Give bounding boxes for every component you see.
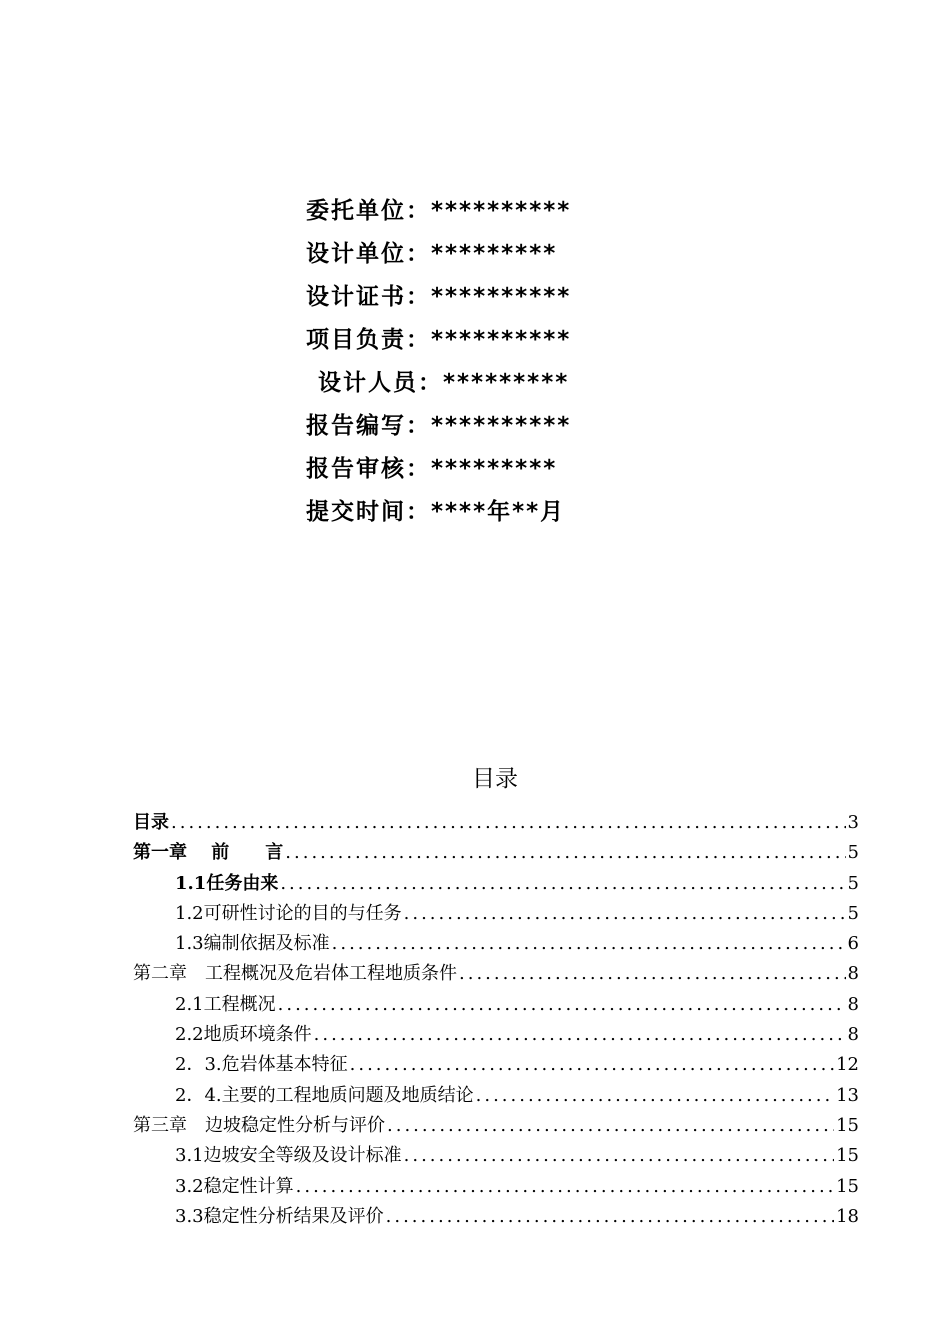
credit-value: ****年**月 xyxy=(431,499,566,525)
toc-entry[interactable] xyxy=(133,929,859,959)
credit-label: 项目负责： xyxy=(306,327,431,353)
credit-value: ********* xyxy=(431,456,558,482)
toc-entry-label: 1.2可研性讨论的目的与任务 xyxy=(175,902,402,924)
credit-label: 委托单位： xyxy=(306,198,431,224)
credit-designers xyxy=(306,362,571,405)
credit-value: ********* xyxy=(443,370,570,396)
toc-dot-leader xyxy=(332,929,846,959)
toc-dot-leader xyxy=(404,1141,834,1171)
toc-dot-leader xyxy=(459,959,846,989)
toc-entry-label: 2.2地质环境条件 xyxy=(175,1024,312,1046)
credit-design-unit xyxy=(306,233,571,276)
credit-value: ********** xyxy=(431,198,572,224)
credit-label: 报告审核： xyxy=(306,456,431,482)
toc-entry-label: 3.3稳定性分析结果及评价 xyxy=(175,1205,384,1227)
credit-reviewer xyxy=(306,448,571,491)
toc-entry-page: 5 xyxy=(847,842,859,864)
toc-entry-page: 3 xyxy=(847,812,859,833)
toc-entry-label: 2．3.危岩体基本特征 xyxy=(175,1054,348,1076)
toc-entry-label: 第二章 工程概况及危岩体工程地质条件 xyxy=(133,963,457,985)
toc-dot-leader xyxy=(314,1020,846,1050)
toc-dot-leader xyxy=(280,869,845,899)
credit-label: 设计单位： xyxy=(306,241,431,267)
toc-title: 目录 xyxy=(472,766,518,792)
toc-entry-label: 目录 xyxy=(133,812,169,833)
toc-dot-leader xyxy=(296,1172,834,1202)
toc-dot-leader xyxy=(387,1111,834,1141)
credit-label: 报告编写： xyxy=(306,413,431,439)
toc-entry[interactable] xyxy=(133,838,859,868)
toc-dot-leader xyxy=(350,1050,834,1080)
toc-entry-label: 第三章 边坡稳定性分析与评价 xyxy=(133,1114,385,1136)
toc-entry-label: 2.1工程概况 xyxy=(175,993,276,1015)
toc-dot-leader xyxy=(278,990,846,1020)
toc-entry-page: 13 xyxy=(836,1084,859,1106)
toc-dot-leader xyxy=(404,899,846,929)
toc-entry-page: 5 xyxy=(847,872,859,894)
toc-entry-label: 3.2稳定性计算 xyxy=(175,1175,294,1197)
toc-dot-leader xyxy=(476,1081,834,1111)
credit-client xyxy=(306,190,571,233)
toc-dot-leader xyxy=(285,838,845,868)
toc-entry-label: 1.1任务由来 xyxy=(175,872,279,894)
toc-entry[interactable] xyxy=(133,1081,859,1111)
toc-entry[interactable] xyxy=(133,1020,859,1050)
toc-entry-page: 15 xyxy=(836,1114,859,1136)
credit-value: ********** xyxy=(431,413,572,439)
toc-entry[interactable] xyxy=(133,899,859,929)
toc-entry[interactable] xyxy=(133,959,859,989)
toc-entry-label: 1.3编制依据及标准 xyxy=(175,933,330,955)
credit-submit-date xyxy=(306,491,571,534)
toc-entry-page: 15 xyxy=(836,1175,859,1197)
toc-entry-page: 6 xyxy=(847,933,859,955)
credit-value: ********** xyxy=(431,327,572,353)
toc-entry-page: 8 xyxy=(847,1024,859,1046)
toc-entry[interactable] xyxy=(133,1141,859,1171)
credit-label: 提交时间： xyxy=(306,499,431,525)
credit-value: ********* xyxy=(431,241,558,267)
toc-entry[interactable] xyxy=(133,990,859,1020)
table-of-contents xyxy=(133,808,859,1232)
credit-author xyxy=(306,405,571,448)
toc-entry-page: 15 xyxy=(836,1145,859,1167)
toc-entry-label: 3.1边坡安全等级及设计标准 xyxy=(175,1145,402,1167)
toc-entry-page: 12 xyxy=(836,1054,859,1076)
credit-certificate xyxy=(306,276,571,319)
credit-label: 设计人员： xyxy=(318,370,443,396)
toc-entry[interactable] xyxy=(133,869,859,899)
toc-dot-leader xyxy=(386,1202,834,1232)
toc-entry[interactable] xyxy=(133,1202,859,1232)
toc-entry[interactable] xyxy=(133,1172,859,1202)
toc-entry-page: 18 xyxy=(836,1205,859,1227)
toc-entry[interactable] xyxy=(133,1050,859,1080)
toc-entry-page: 8 xyxy=(847,993,859,1015)
toc-entry-label: 2．4.主要的工程地质问题及地质结论 xyxy=(175,1084,474,1106)
credit-label: 设计证书： xyxy=(306,284,431,310)
credit-project-lead xyxy=(306,319,571,362)
toc-entry[interactable] xyxy=(133,808,859,838)
toc-entry[interactable] xyxy=(133,1111,859,1141)
toc-entry-page: 8 xyxy=(847,963,859,985)
toc-dot-leader xyxy=(171,808,846,838)
toc-entry-label: 第一章 前 言 xyxy=(133,842,284,864)
credits-block xyxy=(306,190,571,534)
credit-value: ********** xyxy=(431,284,572,310)
toc-entry-page: 5 xyxy=(847,902,859,924)
